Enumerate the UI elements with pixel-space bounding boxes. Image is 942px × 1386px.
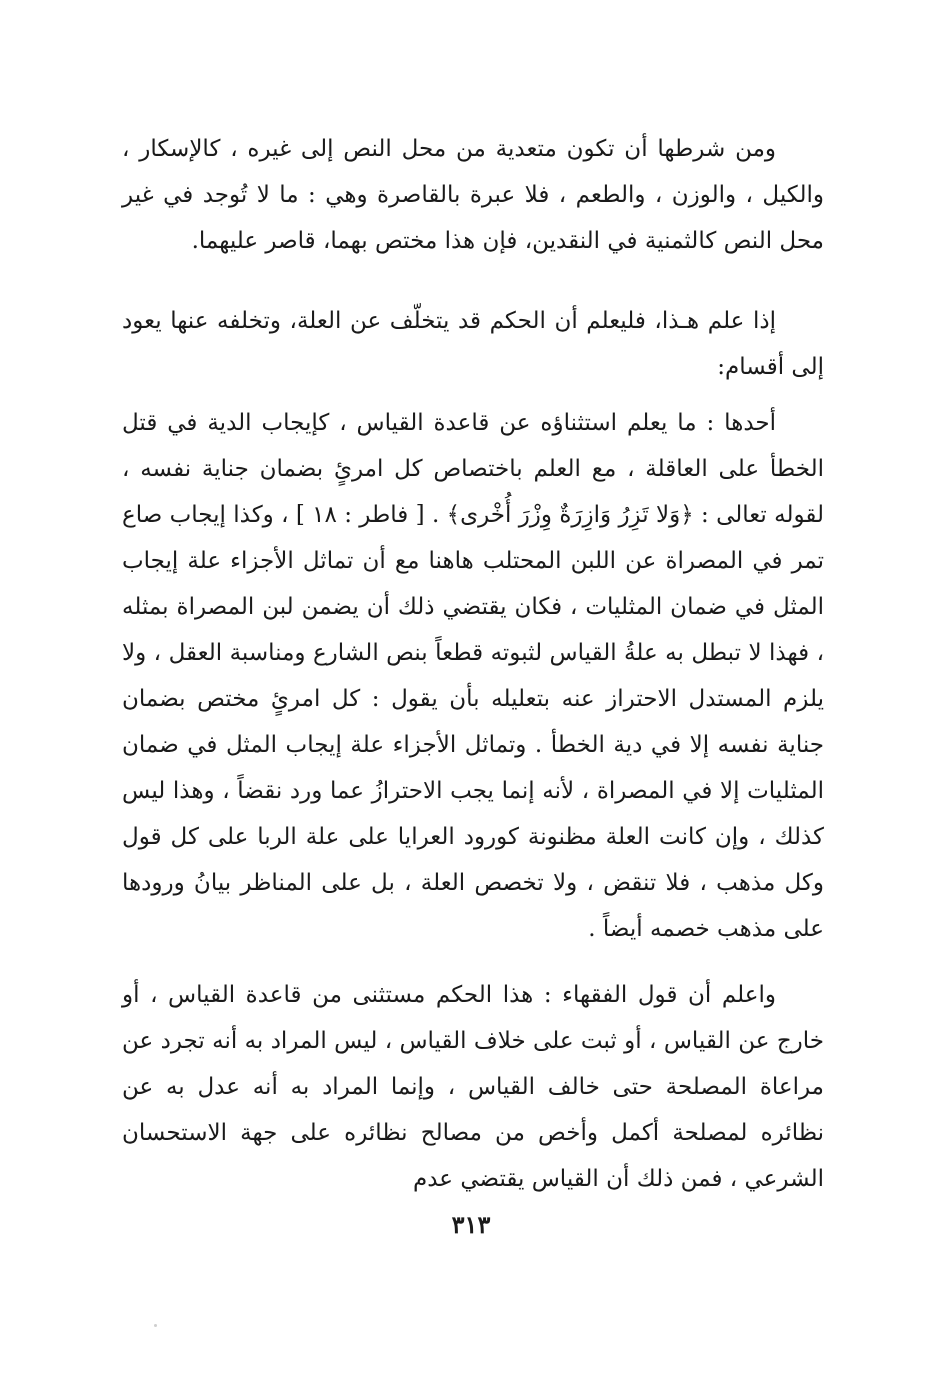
paragraph-condition-transitive [122,126,824,264]
scan-dot [154,1324,157,1327]
paragraph-jurists-saying [122,972,824,1202]
paragraph-first-category [122,400,824,952]
paragraph-exceptions-intro [122,298,824,390]
paragraph-text: واعلم أن قول الفقهاء : هذا الحكم مستثنى من قاعدة القياس ، أو خارج عن القياس ، أو ثبت على خلاف القياس ، ليس المراد به أنه تجرد عن مراعاة المصلحة حتى خالف القياس ، وإنما المراد به أنه عدل به عن نظائره لمصلحة أكمل وأخص من مصالح نظائره على جهة الاستحسان الشرعي ، فمن ذلك أن القياس يقتضي عدم [122,982,824,1192]
page-number: ٣١٣ [451,1210,491,1239]
paragraph-text: أحدها : ما يعلم استثناؤه عن قاعدة القياس ، كإيجاب الدية في قتل الخطأ على العاقلة ، مع العلم باختصاص كل امرئٍ بضمان جناية نفسه ، لقوله تعالى : ﴿وَلا تَزِرُ وَازِرَةٌ وِزْرَ أُخْرى﴾ . [ فاطر : ١٨ ] ، وكذا إيجاب صاع تمر في المصراة عن اللبن المحتلب هاهنا مع أن تماثل الأجزاء علة إيجاب المثل في ضمان المثليات ، فكان يقتضي ذلك أن يضمن لبن المصراة بمثله ، فهذا لا تبطل به علةُ القياس لثبوته قطعاً بنص الشارع ومناسبة العقل ، ولا يلزم المستدل الاحتراز عنه بتعليله بأن يقول : كل امرئٍ مختص بضمان جناية نفسه إلا في دية الخطأ . وتماثل الأجزاء علة إيجاب المثل في ضمان المثليات إلا في المصراة ، لأنه إنما يجب الاحترازُ عما ورد نقضاً ، وهذا ليس كذلك ، وإن كانت العلة مظنونة كورود العرايا على علة الربا على كل قول وكل مذهب ، فلا تنقض ، ولا تخصص العلة ، بل على المناظر بيانُ ورودها على مذهب خصمه أيضاً . [122,410,824,942]
paragraph-text: إذا علم هـذا، فليعلم أن الحكم قد يتخلّف عن العلة، وتخلفه عنها يعود إلى أقسام: [122,308,824,380]
paragraph-text: ومن شرطها أن تكون متعدية من محل النص إلى غيره ، كالإسكار ، والكيل ، والوزن ، والطعم ، فلا عبرة بالقاصرة وهي : ما لا تُوجد في غير محل النص كالثمنية في النقدين، فإن هذا مختص بهما، قاصر عليهما. [122,136,824,254]
